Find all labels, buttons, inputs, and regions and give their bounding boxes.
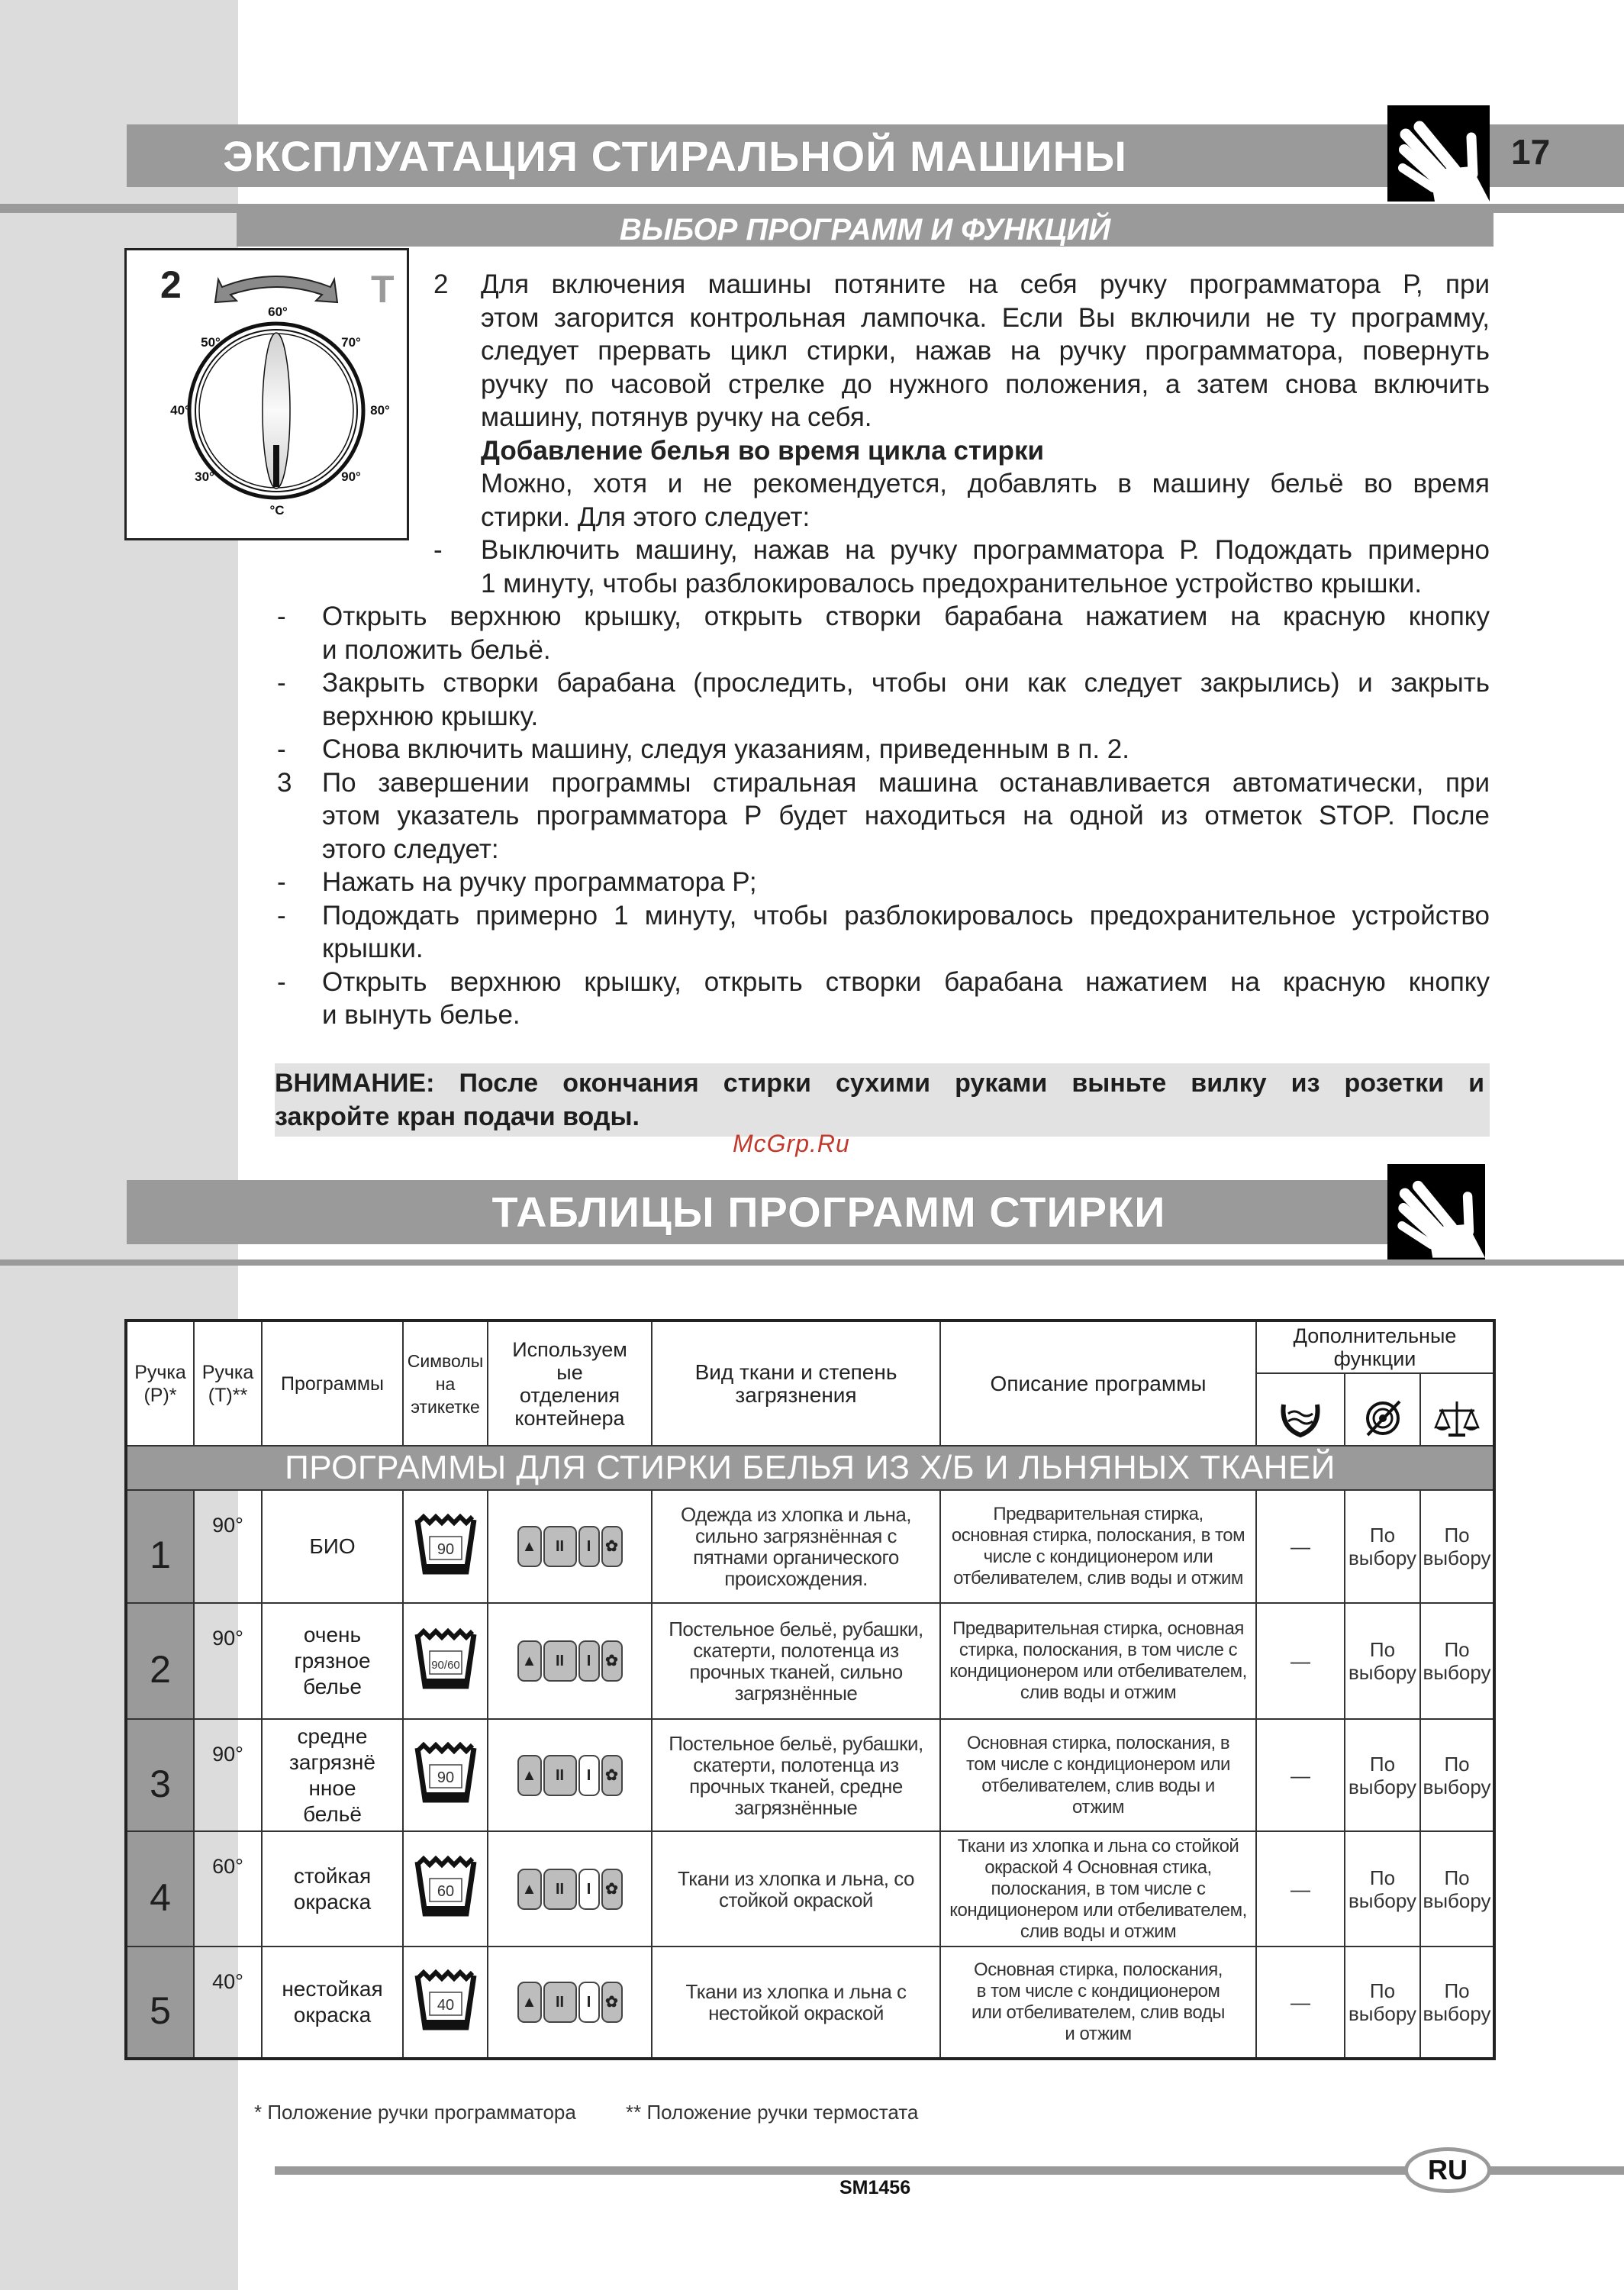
thermostat-dial-illustration bbox=[124, 248, 409, 540]
watermark: McGrp.Ru bbox=[733, 1130, 850, 1157]
text-line-content: стирки. Для этого следует: bbox=[481, 502, 810, 532]
footnote-programmer: * Положение ручки программатора bbox=[254, 2101, 576, 2124]
column-header-description: Описание программы bbox=[940, 1321, 1256, 1446]
main-wash-compartment-icon: II bbox=[543, 1982, 577, 2023]
dial-unit: °C bbox=[269, 503, 285, 518]
text-line-content: Выключить машину, нажав на ручку программатора Р. Подождать примерно bbox=[481, 535, 1490, 565]
program-name: очень грязное белье bbox=[262, 1603, 403, 1719]
text-line-content: По завершении программы стиральная машина останавливается автоматически, при bbox=[322, 767, 1490, 798]
text-line-content: этого следует: bbox=[322, 834, 499, 864]
text-line-content: Открыть верхнюю крышку, открыть створки барабана нажатием на красную кнопку bbox=[322, 966, 1490, 997]
main-wash-compartment-icon: II bbox=[543, 1640, 577, 1682]
text-line bbox=[481, 534, 1490, 567]
text-line bbox=[322, 700, 1490, 734]
text-line bbox=[481, 401, 1490, 434]
text-line-content: Для включения машины потяните на себя ручку программатора Р, при bbox=[481, 269, 1490, 299]
tables-title: ТАБЛИЦЫ ПРОГРАММ СТИРКИ bbox=[491, 1188, 1166, 1236]
bleach-compartment-icon: I bbox=[578, 1869, 600, 1910]
text-line bbox=[481, 501, 1490, 534]
wash-symbol-cell bbox=[403, 1490, 488, 1603]
compartments-cell bbox=[488, 1946, 652, 2059]
text-line bbox=[481, 567, 1490, 601]
prewash-compartment-icon: ▲ bbox=[517, 1982, 542, 2023]
program-number: 5 bbox=[126, 1946, 194, 2059]
model-code: SM1456 bbox=[839, 2177, 911, 2198]
column-header-knob-p: Ручка (Р)* bbox=[126, 1321, 194, 1446]
compartments-cell bbox=[488, 1490, 652, 1603]
compartments-cell bbox=[488, 1719, 652, 1831]
fabric-type: Ткани из хлопка и льна с нестойкой окраской bbox=[652, 1946, 940, 2059]
extra-function-2: По выбору bbox=[1345, 1831, 1420, 1946]
text-line-content: Нажать на ручку программатора Р; bbox=[322, 867, 757, 897]
fabric-type: Постельное бельё, рубашки, скатерти, полотенца из прочных тканей, сильно загрязнённые bbox=[652, 1603, 940, 1719]
list-bullet: - bbox=[277, 867, 286, 897]
text-line bbox=[322, 866, 1490, 899]
text-line bbox=[322, 766, 1490, 800]
text-line bbox=[481, 467, 1490, 501]
program-description: Основная стирка, полоскания, в том числе с кондиционером или отбеливателем, слив воды и отжим bbox=[940, 1946, 1256, 2059]
text-line bbox=[322, 666, 1490, 700]
section-row bbox=[126, 1446, 1494, 1490]
section-subtitle: ВЫБОР ПРОГРАММ И ФУНКЦИЙ bbox=[619, 213, 1111, 247]
main-wash-compartment-icon: II bbox=[543, 1526, 577, 1567]
fabric-type: Постельное бельё, рубашки, скатерти, полотенца из прочных тканей, средне загрязнённые bbox=[652, 1719, 940, 1831]
extra-function-1: — bbox=[1256, 1831, 1345, 1946]
page-number: 17 bbox=[1511, 132, 1551, 172]
temperature: 90° bbox=[194, 1719, 262, 1831]
column-header-compartments: Используем ые отделения контейнера bbox=[488, 1321, 652, 1446]
half-load-icon bbox=[1420, 1373, 1494, 1446]
text-line-content: и вынуть белье. bbox=[322, 1000, 520, 1030]
prewash-compartment-icon: ▲ bbox=[517, 1640, 542, 1682]
text-line-content: Открыть верхнюю крышку, открыть створки барабана нажатием на красную кнопку bbox=[322, 602, 1490, 631]
bleach-compartment-icon: I bbox=[578, 1640, 600, 1682]
soak-icon bbox=[1256, 1373, 1345, 1446]
list-bullet: - bbox=[277, 668, 286, 698]
wash-symbol-cell bbox=[403, 1603, 488, 1719]
wash-symbol-cell bbox=[403, 1946, 488, 2059]
table-row bbox=[126, 1603, 1494, 1719]
dial-label: 60° bbox=[268, 305, 288, 319]
header-rule bbox=[0, 204, 1624, 213]
list-bullet: - bbox=[433, 535, 443, 565]
text-line bbox=[322, 998, 1490, 1032]
main-wash-compartment-icon: II bbox=[543, 1869, 577, 1910]
text-line bbox=[322, 799, 1490, 833]
column-header-programs: Программы bbox=[262, 1321, 403, 1446]
text-line bbox=[481, 268, 1490, 302]
temperature: 40° bbox=[194, 1946, 262, 2059]
temperature: 90° bbox=[194, 1490, 262, 1603]
text-line bbox=[322, 966, 1490, 999]
program-description: Основная стирка, полоскания, в том числе с кондиционером или отбеливателем, слив воды и отжим bbox=[940, 1719, 1256, 1831]
text-line-content: ручку по часовой стрелке до нужного положения, а затем снова включить bbox=[481, 369, 1490, 399]
compartments-cell bbox=[488, 1831, 652, 1946]
table-row bbox=[126, 1719, 1494, 1831]
text-line-content: этом загорится контрольная лампочка. Если Вы включили не ту программу, bbox=[481, 302, 1490, 333]
text-line bbox=[322, 600, 1490, 634]
text-line-content: этом указатель программатора Р будет находиться на одной из отметок STOP. После bbox=[322, 801, 1490, 831]
extra-function-3: По выбору bbox=[1420, 1490, 1494, 1603]
text-line bbox=[481, 302, 1490, 335]
no-spin-icon bbox=[1345, 1373, 1420, 1446]
softener-compartment-icon: ✿ bbox=[601, 1869, 623, 1910]
temperature: 60° bbox=[194, 1831, 262, 1946]
dial-label: 80° bbox=[370, 403, 390, 418]
text-line-content: Подождать примерно 1 минуту, чтобы разблокировалось предохранительное устройство bbox=[322, 900, 1490, 931]
program-description: Предварительная стирка, основная стирка, полоскания, в том числе с кондиционером или отбеливателем, слив воды и отжим bbox=[940, 1490, 1256, 1603]
extra-function-1: — bbox=[1256, 1490, 1345, 1603]
extra-function-3: По выбору bbox=[1420, 1946, 1494, 2059]
text-line-content: и положить бельё. bbox=[322, 634, 551, 665]
footnote-thermostat: ** Положение ручки термостата bbox=[626, 2101, 919, 2124]
extra-function-1: — bbox=[1256, 1946, 1345, 2059]
text-line bbox=[322, 899, 1490, 933]
text-line bbox=[322, 932, 1490, 966]
text-line-content: Добавление белья во время цикла стирки bbox=[481, 435, 1044, 466]
extra-function-2: По выбору bbox=[1345, 1603, 1420, 1719]
extra-function-2: По выбору bbox=[1345, 1946, 1420, 2059]
text-line-content: 1 минуту, чтобы разблокировалось предохранительное устройство крышки. bbox=[481, 568, 1423, 598]
wash-tub-icon bbox=[413, 1740, 478, 1806]
subheading bbox=[481, 434, 1490, 468]
wash-symbol-cell bbox=[403, 1831, 488, 1946]
column-header-extra-functions: Дополнительные функции bbox=[1256, 1321, 1494, 1373]
column-header-knob-t: Ручка (Т)** bbox=[194, 1321, 262, 1446]
program-number: 4 bbox=[126, 1831, 194, 1946]
program-name: средне загрязнё нное бельё bbox=[262, 1719, 403, 1831]
dial-label: 90° bbox=[341, 469, 361, 484]
wash-symbol-cell bbox=[403, 1719, 488, 1831]
wash-temperature-label: 60 bbox=[437, 1883, 454, 1900]
text-line-content: Снова включить машину, следуя указаниям, приведенным в п. 2. bbox=[322, 734, 1129, 764]
table-row bbox=[126, 1946, 1494, 2059]
extra-function-3: По выбору bbox=[1420, 1719, 1494, 1831]
prewash-compartment-icon: ▲ bbox=[517, 1526, 542, 1567]
bleach-compartment-icon: I bbox=[578, 1755, 600, 1796]
temperature: 90° bbox=[194, 1603, 262, 1719]
program-name: БИО bbox=[262, 1490, 403, 1603]
dial-label: 30° bbox=[195, 469, 214, 484]
text-line bbox=[481, 334, 1490, 368]
text-line-content: верхнюю крышку. bbox=[322, 701, 539, 731]
bleach-compartment-icon: I bbox=[578, 1982, 600, 2023]
warning-line: закройте кран подачи воды. bbox=[275, 1102, 640, 1131]
softener-compartment-icon: ✿ bbox=[601, 1640, 623, 1682]
step-number: 2 bbox=[433, 269, 449, 299]
page-title: ЭКСПЛУАТАЦИЯ СТИРАЛЬНОЙ МАШИНЫ bbox=[223, 132, 1127, 180]
softener-compartment-icon: ✿ bbox=[601, 1526, 623, 1567]
wash-tub-icon bbox=[413, 1627, 478, 1692]
fabric-type: Ткани из хлопка и льна, со стойкой окраской bbox=[652, 1831, 940, 1946]
text-line bbox=[322, 733, 1490, 766]
prewash-compartment-icon: ▲ bbox=[517, 1869, 542, 1910]
dial-label: 50° bbox=[201, 335, 221, 350]
program-number: 1 bbox=[126, 1490, 194, 1603]
softener-compartment-icon: ✿ bbox=[601, 1755, 623, 1796]
text-line-content: Закрыть створки барабана (проследить, чтобы они как следует закрылись) и закрыть bbox=[322, 668, 1490, 698]
extra-function-2: По выбору bbox=[1345, 1490, 1420, 1603]
text-line-content: машину, потянув ручку на себя. bbox=[481, 402, 872, 432]
step-number: 3 bbox=[277, 767, 292, 798]
list-bullet: - bbox=[277, 966, 286, 997]
extra-function-3: По выбору bbox=[1420, 1831, 1494, 1946]
warning-box bbox=[275, 1063, 1490, 1137]
program-table bbox=[124, 1319, 1496, 2060]
dial-label: 70° bbox=[341, 335, 361, 350]
text-line bbox=[481, 368, 1490, 402]
wash-temperature-label: 40 bbox=[437, 1996, 454, 2014]
text-line-content: Можно, хотя и не рекомендуется, добавлять в машину бельё во время bbox=[481, 469, 1490, 498]
language-badge: RU bbox=[1404, 2147, 1491, 2193]
wash-tub-icon bbox=[413, 1512, 478, 1578]
wash-tub-icon bbox=[413, 1968, 478, 2034]
dial-step-number: 2 bbox=[160, 263, 182, 306]
wash-tub-icon bbox=[413, 1854, 478, 1920]
extra-function-1: — bbox=[1256, 1719, 1345, 1831]
extra-function-1: — bbox=[1256, 1603, 1345, 1719]
program-description: Предварительная стирка, основная стирка, полоскания, в том числе с кондиционером или отбеливателем, слив воды и отжим bbox=[940, 1603, 1256, 1719]
tables-header-rule bbox=[0, 1260, 1624, 1266]
text-line bbox=[322, 833, 1490, 866]
hand-icon bbox=[1387, 1164, 1485, 1260]
program-number: 3 bbox=[126, 1719, 194, 1831]
extra-function-3: По выбору bbox=[1420, 1603, 1494, 1719]
column-header-symbols: Символы на этикетке bbox=[403, 1321, 488, 1446]
column-header-fabric: Вид ткани и степень загрязнения bbox=[652, 1321, 940, 1446]
program-name: стойкая окраска bbox=[262, 1831, 403, 1946]
main-wash-compartment-icon: II bbox=[543, 1755, 577, 1796]
program-name: нестойкая окраска bbox=[262, 1946, 403, 2059]
thermostat-letter: T bbox=[371, 268, 395, 311]
warning-line: ВНИМАНИЕ: После окончания стирки сухими руками выньте вилку из розетки и bbox=[275, 1069, 1484, 1098]
section-title: ПРОГРАММЫ ДЛЯ СТИРКИ БЕЛЬЯ ИЗ Х/Б И ЛЬНЯНЫХ ТКАНЕЙ bbox=[126, 1446, 1494, 1490]
table-row bbox=[126, 1831, 1494, 1946]
compartments-cell bbox=[488, 1603, 652, 1719]
program-number: 2 bbox=[126, 1603, 194, 1719]
dial-label: 40° bbox=[170, 403, 190, 418]
bleach-compartment-icon: I bbox=[578, 1526, 600, 1567]
text-line-content: следует прервать цикл стирки, нажав на ручку программатора, повернуть bbox=[481, 336, 1490, 366]
fabric-type: Одежда из хлопка и льна, сильно загрязнённая с пятнами органического происхождения. bbox=[652, 1490, 940, 1603]
list-bullet: - bbox=[277, 900, 286, 931]
softener-compartment-icon: ✿ bbox=[601, 1982, 623, 2023]
rotate-arrow-icon bbox=[215, 276, 337, 302]
text-line bbox=[322, 634, 1490, 667]
extra-function-2: По выбору bbox=[1345, 1719, 1420, 1831]
wash-temperature-label: 90 bbox=[437, 1540, 454, 1558]
wash-temperature-label: 90/60 bbox=[430, 1658, 460, 1672]
prewash-compartment-icon: ▲ bbox=[517, 1755, 542, 1796]
text-line-content: крышки. bbox=[322, 934, 424, 963]
program-description: Ткани из хлопка и льна со стойкой окраской 4 Основная стика, полоскания, в том числе с кондиционером или отбеливателем, слив воды и отжим bbox=[940, 1831, 1256, 1946]
table-row bbox=[126, 1490, 1494, 1603]
list-bullet: - bbox=[277, 734, 286, 764]
hand-icon bbox=[1387, 105, 1490, 202]
list-bullet: - bbox=[277, 602, 286, 631]
wash-temperature-label: 90 bbox=[437, 1769, 454, 1786]
